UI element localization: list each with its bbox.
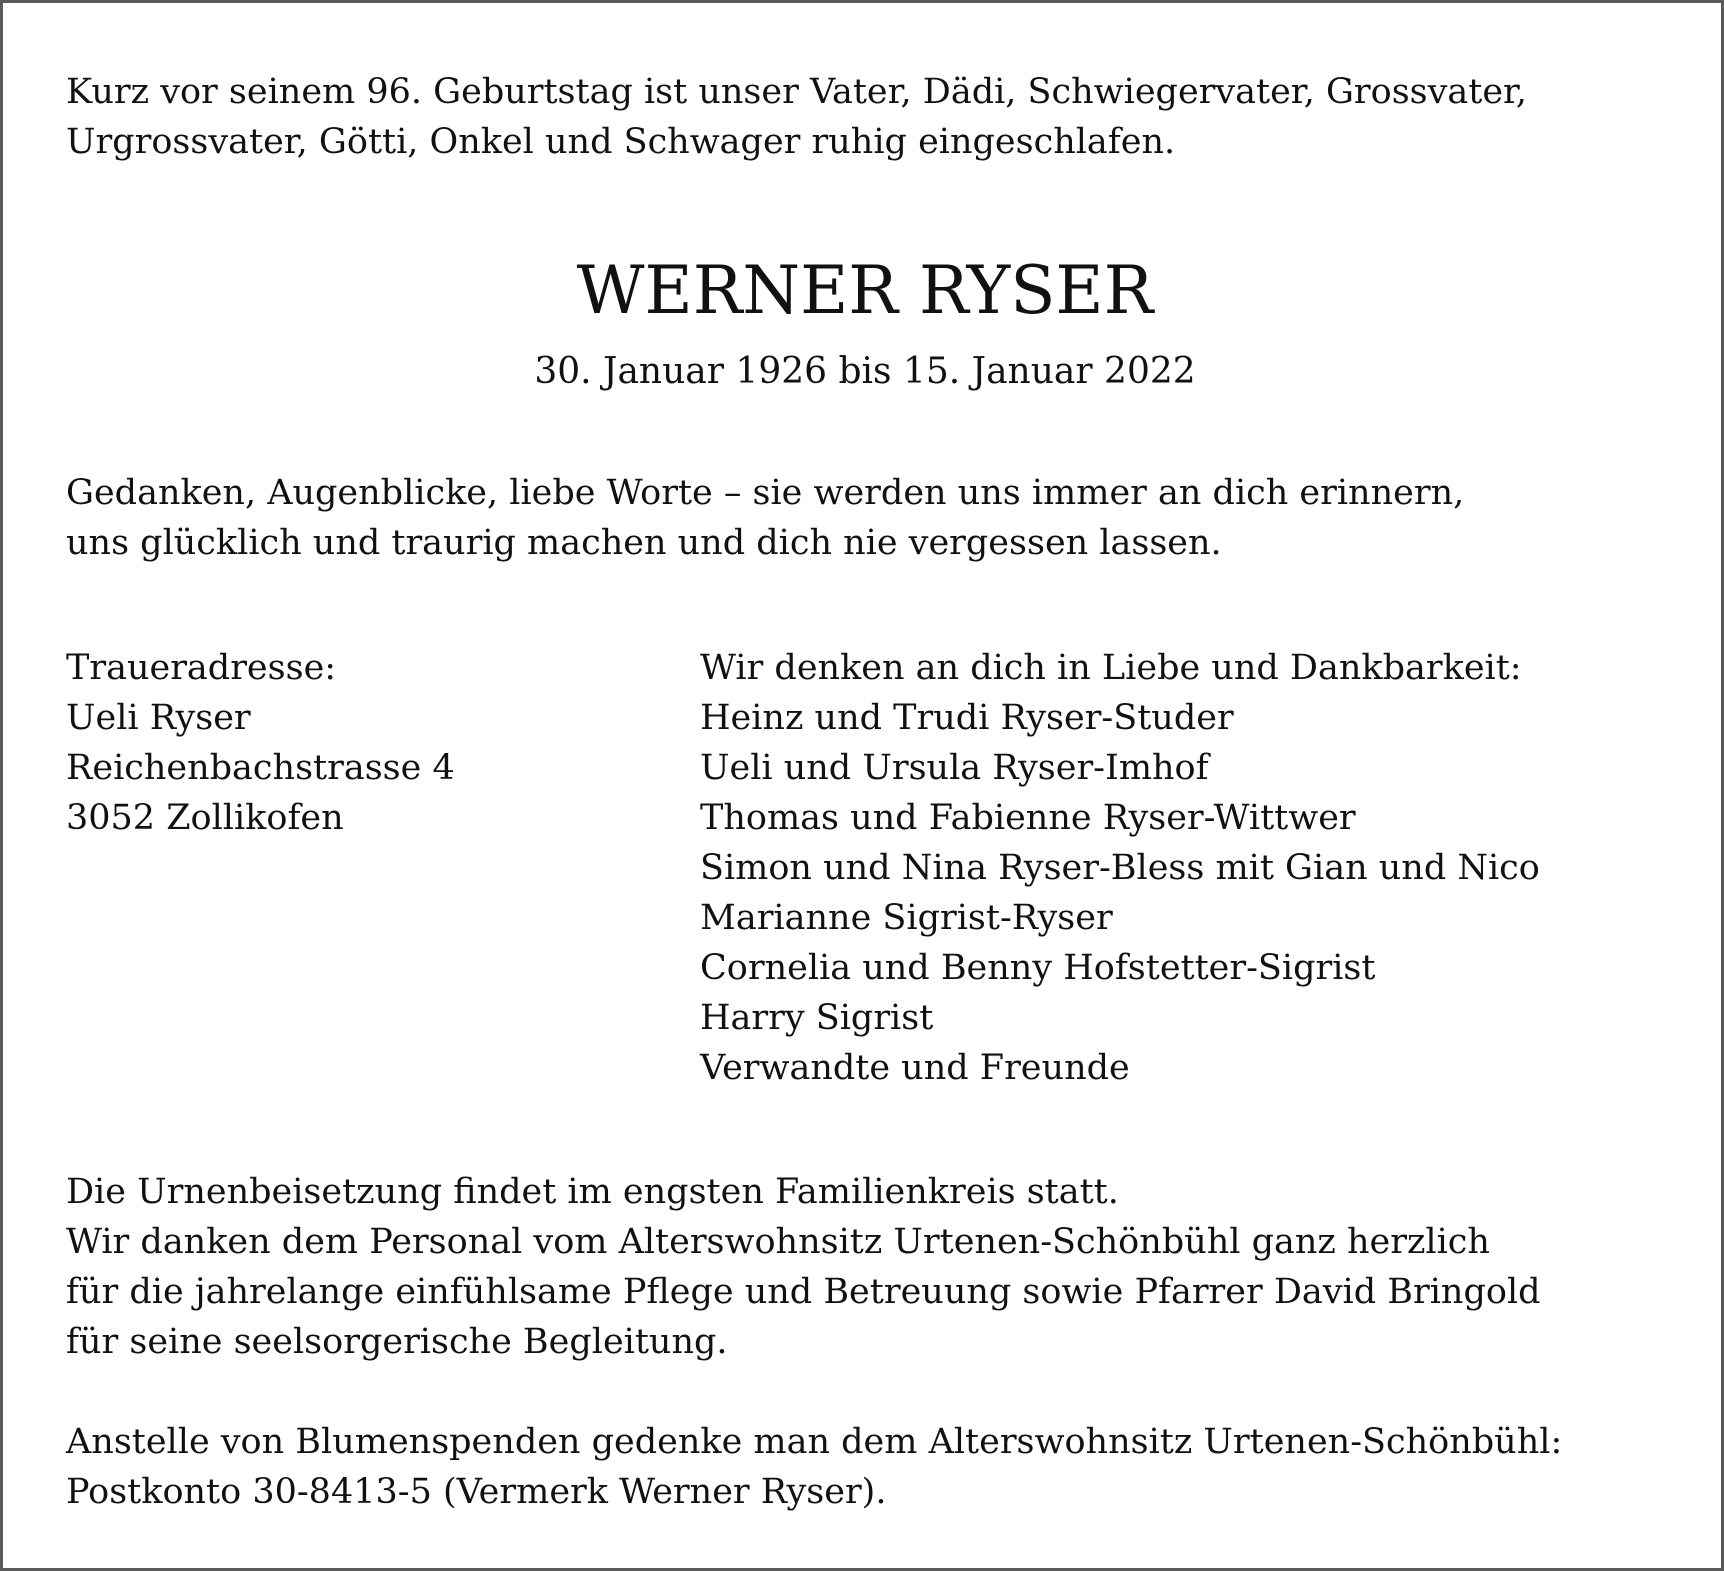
address-heading: Traueradresse: <box>66 648 337 688</box>
quote-line: Gedanken, Augenblicke, liebe Worte – sie werden uns immer an dich erinnern, <box>66 473 1465 513</box>
closing-line: Die Urnenbeisetzung findet im engsten Familienkreis statt. <box>66 1172 1119 1212</box>
mourner-name: Marianne Sigrist-Ryser <box>700 898 1113 938</box>
mourner-name: Harry Sigrist <box>700 998 934 1038</box>
memorial-quote <box>66 468 1464 568</box>
closing-text <box>66 1167 1541 1367</box>
closing-line: Wir danken dem Personal vom Alterswohnsitz Urtenen-Schönbühl ganz herzlich <box>66 1222 1490 1262</box>
mourner-name: Thomas und Fabienne Ryser-Wittwer <box>700 798 1356 838</box>
mourner-name: Simon und Nina Ryser-Bless mit Gian und Nico <box>700 848 1540 888</box>
quote-line: uns glücklich und traurig machen und dich nie vergessen lassen. <box>66 523 1222 563</box>
address-name: Ueli Ryser <box>66 698 251 738</box>
mourning-address <box>66 643 455 843</box>
life-dates: 30. Januar 1926 bis 15. Januar 2022 <box>534 351 1196 392</box>
deceased-name: WERNER RYSER <box>576 252 1154 329</box>
donation-line: Anstelle von Blumenspenden gedenke man dem Alterswohnsitz Urtenen-Schönbühl: <box>66 1422 1563 1462</box>
mourner-name: Cornelia und Benny Hofstetter-Sigrist <box>700 948 1376 988</box>
mourners-heading: Wir denken an dich in Liebe und Dankbarkeit: <box>700 648 1522 688</box>
intro-text <box>66 67 1527 167</box>
mourner-name: Ueli und Ursula Ryser-Imhof <box>700 748 1209 788</box>
mourners-list <box>700 643 1540 1093</box>
donation-line: Postkonto 30-8413-5 (Vermerk Werner Ryser). <box>66 1472 887 1512</box>
closing-line: für die jahrelange einfühlsame Pflege und Betreuung sowie Pfarrer David Bringold <box>66 1272 1541 1312</box>
address-city: 3052 Zollikofen <box>66 798 344 838</box>
intro-line: Urgrossvater, Götti, Onkel und Schwager ruhig eingeschlafen. <box>66 122 1176 162</box>
intro-line: Kurz vor seinem 96. Geburtstag ist unser Vater, Dädi, Schwiegervater, Grossvater, <box>66 72 1528 112</box>
donation-text <box>66 1417 1562 1517</box>
address-street: Reichenbachstrasse 4 <box>66 748 455 788</box>
mourner-name: Verwandte und Freunde <box>700 1048 1130 1088</box>
closing-line: für seine seelsorgerische Begleitung. <box>66 1322 728 1362</box>
mourner-name: Heinz und Trudi Ryser-Studer <box>700 698 1234 738</box>
